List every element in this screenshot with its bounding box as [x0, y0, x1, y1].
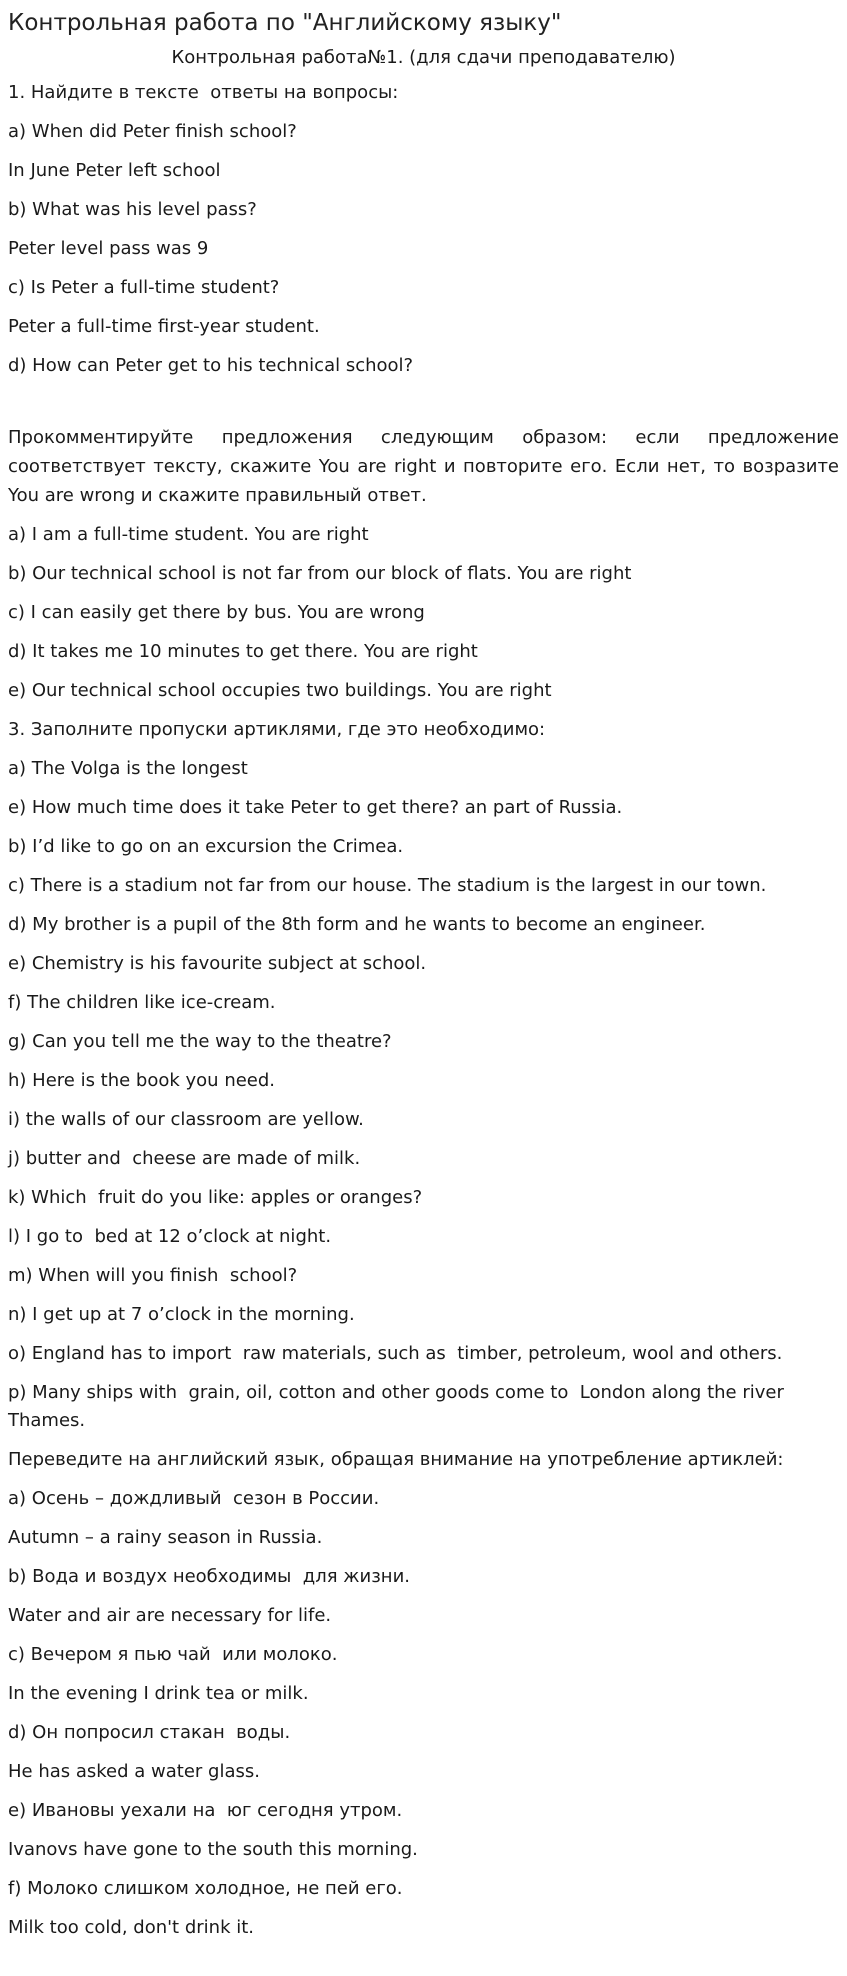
answer-line: In June Peter left school	[8, 160, 221, 181]
article-line: n) I get up at 7 o’clock in the morning.	[8, 1304, 355, 1325]
comment-line: c) I can easily get there by bus. You are wrong	[8, 602, 425, 623]
article-line: h) Here is the book you need.	[8, 1070, 276, 1091]
english-translation: In the evening I drink tea or milk.	[8, 1683, 309, 1704]
article-line: o) England has to import raw materials, such as timber, petroleum, wool and others.	[8, 1343, 783, 1364]
article-line: i) the walls of our classroom are yellow.	[8, 1109, 364, 1130]
section-1-heading: 1. Найдите в тексте ответы на вопросы:	[8, 82, 399, 103]
russian-sentence: d) Он попросил стакан воды.	[8, 1722, 291, 1743]
answer-line: Peter level pass was 9	[8, 238, 209, 259]
article-line-wrapped: p) Many ships with grain, oil, cotton and other goods come to London along the river Thames.	[8, 1382, 790, 1431]
comment-line: d) It takes me 10 minutes to get there. You are right	[8, 641, 478, 662]
english-translation: Autumn – a rainy season in Russia.	[8, 1527, 323, 1548]
article-line: f) The children like ice-cream.	[8, 992, 276, 1013]
question-line: a) When did Peter finish school?	[8, 121, 297, 142]
english-translation: Water and air are necessary for life.	[8, 1605, 332, 1626]
article-line: c) There is a stadium not far from our house. The stadium is the largest in our town.	[8, 875, 767, 896]
article-line: d) My brother is a pupil of the 8th form and he wants to become an engineer.	[8, 914, 706, 935]
section-4	[8, 1446, 839, 1942]
section-4-heading: Переведите на английский язык, обращая внимание на употребление артиклей:	[8, 1449, 784, 1470]
question-line: b) What was his level pass?	[8, 199, 257, 220]
russian-sentence: a) Осень – дождливый сезон в России.	[8, 1488, 380, 1509]
article-line: b) I’d like to go on an excursion the Crimea.	[8, 836, 404, 857]
section-3-heading: 3. Заполните пропуски артиклями, где это необходимо:	[8, 719, 546, 740]
section-1	[8, 79, 839, 380]
article-line: e) How much time does it take Peter to get there? an part of Russia.	[8, 797, 623, 818]
section-2	[8, 423, 839, 705]
article-line: l) I go to bed at 12 o’clock at night.	[8, 1226, 332, 1247]
question-line: d) How can Peter get to his technical school?	[8, 355, 414, 376]
russian-sentence: c) Вечером я пью чай или молоко.	[8, 1644, 338, 1665]
article-line: j) butter and cheese are made of milk.	[8, 1148, 361, 1169]
article-line: k) Which fruit do you like: apples or oranges?	[8, 1187, 423, 1208]
article-line: m) When will you finish school?	[8, 1265, 298, 1286]
russian-sentence: b) Вода и воздух необходимы для жизни.	[8, 1566, 410, 1587]
article-line: e) Chemistry is his favourite subject at school.	[8, 953, 427, 974]
section-3	[8, 716, 839, 1435]
article-line: a) The Volga is the longest	[8, 758, 248, 779]
answer-line: Peter a full-time first-year student.	[8, 316, 320, 337]
document-subtitle: Контрольная работа№1. (для сдачи преподавателю)	[171, 47, 676, 68]
section-2-instruction: Прокомментируйте предложения следующим образом: если предложение соответствует тексту, скажите You are right и повторите его. Если нет, то возразите You are wrong и скажите правильный ответ.	[8, 427, 839, 506]
english-translation: Ivanovs have gone to the south this morning.	[8, 1839, 418, 1860]
document-title: Контрольная работа по "Английскому языку"	[8, 10, 562, 36]
english-translation: He has asked a water glass.	[8, 1761, 260, 1782]
question-line: c) Is Peter a full-time student?	[8, 277, 280, 298]
article-line: g) Can you tell me the way to the theatre?	[8, 1031, 392, 1052]
comment-line: e) Our technical school occupies two buildings. You are right	[8, 680, 552, 701]
russian-sentence: e) Ивановы уехали на юг сегодня утром.	[8, 1800, 403, 1821]
comment-line: b) Our technical school is not far from our block of flats. You are right	[8, 563, 632, 584]
russian-sentence: f) Молоко слишком холодное, не пей его.	[8, 1878, 403, 1899]
comment-line: a) I am a full-time student. You are right	[8, 524, 369, 545]
english-translation: Milk too cold, don't drink it.	[8, 1917, 254, 1938]
